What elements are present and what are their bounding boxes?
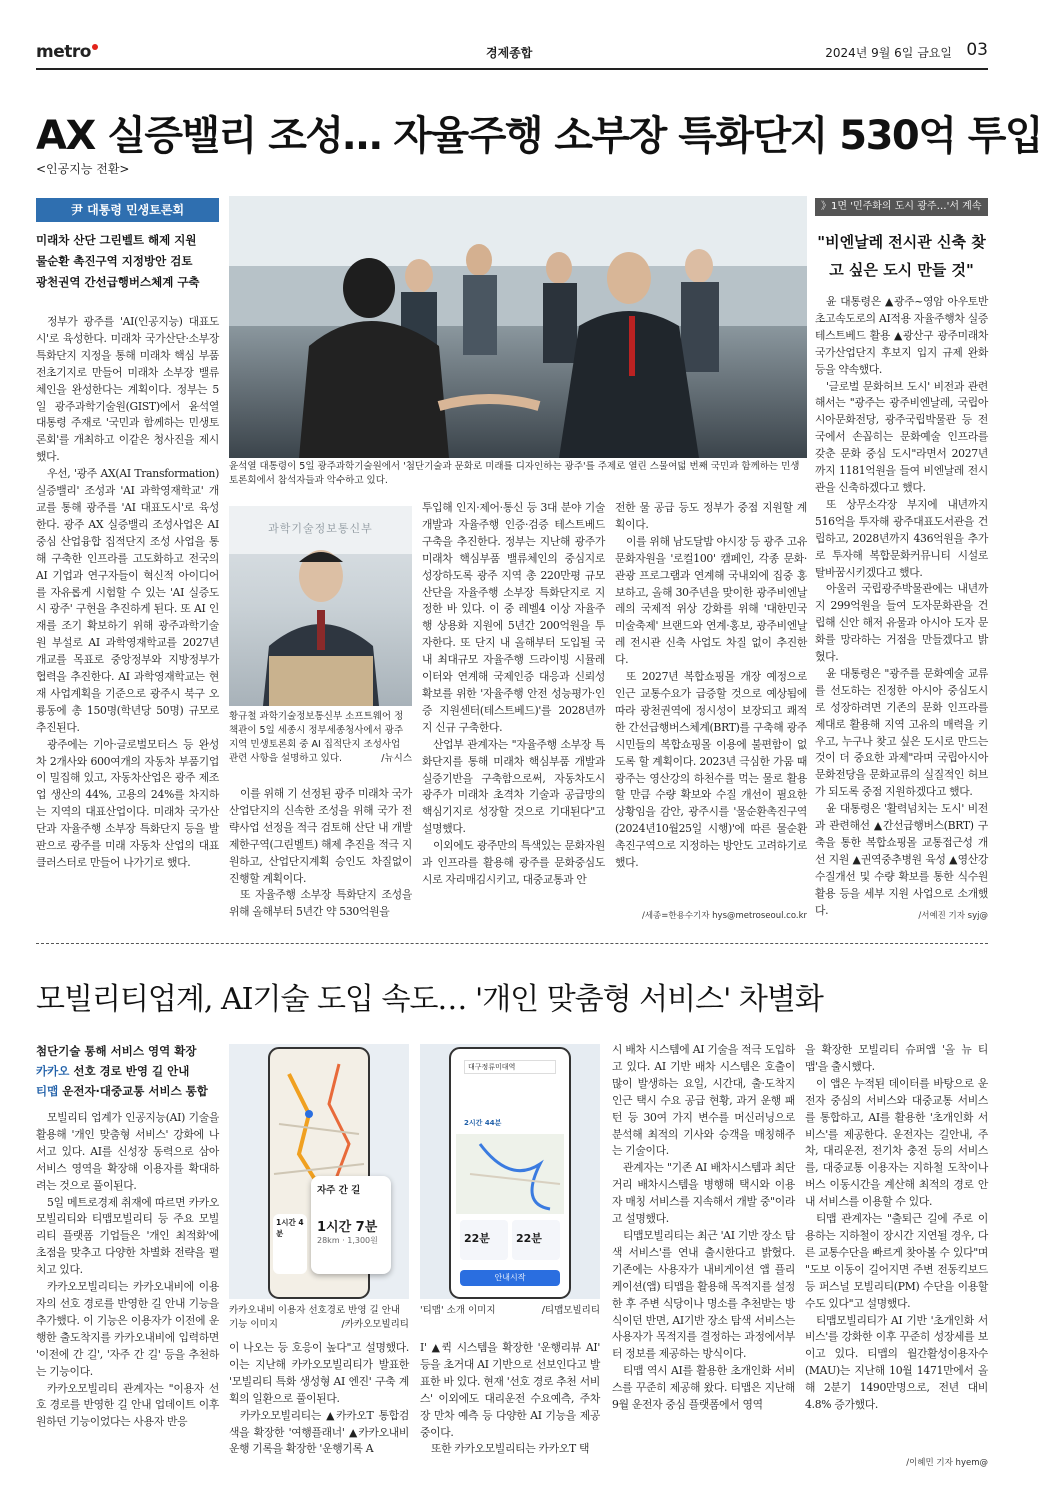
paragraph: 우선, '광주 AX(AI Transformation) 실증밸리' 조성과 'AI 과학영재학교' 개교를 통해 광주를 'AI 대표도시'로 육성한다. 광주 AX 실증밸리 조성사업은 AI 중심 산업융합 집적단지 조성 사업을 통해 구축한 인프라를 고도화하고 전국의 AI 기업과 연구자들이 혁신적 아이디어를 자유롭게 시험할 수 있는 'AI 실증도시 광주' 구현을 추진하게 된다. 또 AI 인재를 조기 확보하기 위해 광주과학기술원 부설로 AI 과학영재학교를 2027년 개교를 목표로 중앙정부와 지방정부가 협력을 추진한다. AI 과학영재학교는 현재 사업계획을 기준으로 광주시 북구 오룡동에 총 150명(학년당 50명) 규모로 추진된다. [36,467,219,734]
page-number: 03 [966,40,988,60]
caption-text: 카카오내비 이용자 선호경로 반영 길 안내 기능 이미지 [229,1305,401,1330]
paragraph: 또한 카카오모빌리티는 카카오T 택 [431,1442,590,1456]
paragraph: 티맵모빌리티는 최근 'AI 기반 장소 탐색 서비스'를 연내 출시한다고 밝혔다. 기존에는 사용자가 내비게이션 앱 플리케이션(앱) 티맵을 활용해 목적지를 설정한 후 주변 식당이나 명소를 추천받는 방식이던 반면, AI기반 장소 탐색 서비스는 사용자가 목적지를 결정하는 과정에서부터 정보를 제공하는 방식이다. [612,1228,795,1361]
official-portrait-illustration [229,506,412,706]
tmap-screenshot [420,1044,600,1299]
paragraph: '글로벌 문화허브 도시' 비전과 관련해서는 "광주는 광주비엔날레, 국립아시아문화전당, 광주국립박물관 등 전국에서 손꼽히는 문화예술 인프라를 갖춘 문화 중심 도시"라면서 2027년까지 1181억원을 들여 비엔날레 전시관을 신축하겠다고 했다. [815,379,988,494]
event-tag: 尹 대통령 민생토론회 [36,198,219,222]
article2-column-2 [229,1340,409,1470]
subhead-line [36,1081,219,1101]
paragraph: 윤 대통령은 "광주를 문화예술 교류를 선도하는 진정한 아시아 중심도시로 성장하려면 기존의 문화 인프라를 제대로 활용해 지역 고유의 매력을 키우고, 누구나 찾고 싶은 도시로 만드는 것이 더 중요한 과제"라며 국립아시아문화전당을 문화교류의 실질적인 허브가 되도록 중점 지원하겠다고 했다. [815,666,988,799]
article1-column-3 [422,500,605,924]
subhead-line [36,1041,219,1061]
paragraph: 전한 물 공급 등도 정부가 중점 지원할 계획이다. [615,501,807,531]
article2-headline[interactable]: 모빌리티업계, AI기술 도입 속도… '개인 맞춤형 서비스' 차별화 [36,982,823,1017]
paragraph: 카카오모빌리티는 카카오내비에 이용자의 선호 경로를 반영한 길 안내 기능을 추가했다. 이 기능은 이용자가 이전에 운행한 출도착지를 카카오내비에 입력하면 '이전에 간 길', '자주 간 길' 등을 추천하는 기능이다. [36,1280,219,1378]
logo-text: metro [36,42,91,62]
subhead-line [36,1061,219,1081]
subhead-line: 광천권역 간선급행버스체계 구축 [36,275,200,289]
article1-kicker: <인공지능 전환> [36,162,130,176]
article2-column-3 [420,1340,600,1470]
kakao-navi-screenshot [229,1044,409,1299]
paragraph: 이외에도 광주만의 특색있는 문화자원과 인프라를 활용해 광주를 문화중심도시로 자리매김시키고, 대중교통과 안 [422,839,605,886]
paragraph: 또 2027년 복합쇼핑몰 개장 예정으로 인근 교통수요가 급증할 것으로 예상됨에 따라 광천권역에 정시성이 보장되고 쾌적한 간선급행버스체계(BRT)를 구축해 광주시민들의 복합쇼핑몰 이용에 불편함이 없도록 할 계획이다. 2023년 극심한 가뭄 때 광주는 영산강의 하천수를 먹는 물로 활용할 만큼 수량 확보와 수질 개선이 필요한 상황임을 감안, 광주시를 '물순환촉진구역(2024년10월25일 시행)'에 따른 물순환 촉진구역으로 지정하는 방안도 고려하기로 했다. [615,670,807,870]
handshake-photo-illustration [229,196,807,458]
paragraph: 관계자는 "기존 AI 배차시스템과 최단거리 배차시스템을 병행해 택시와 이용자 매칭 서비스를 지속해서 개발 중"이라고 설명했다. [612,1161,795,1226]
sidebar-byline: /서예진 기자 syj@ [918,911,988,921]
paragraph: 산업부 관계자는 "자율주행 소부장 특화단지를 통해 미래차 핵심부품 개발과 실증기반을 구축함으로써, 자동차도시 광주가 미래차 초격차 기술과 공급망의 핵심기지로 성장할 것으로 기대된다"고 설명했다. [422,737,605,836]
paragraph: 이 나오는 등 호응이 높다"고 설명했다. 이는 지난해 카카오모빌리티가 발표한 '모빌리티 특화 생성형 AI 엔진' 구축 계획의 일환으로 풀이된다. [229,1341,409,1405]
subhead-text: 첨단기술 통해 서비스 영역 확장 [36,1044,197,1058]
subhead-line: 물순환 촉진구역 지정방안 검토 [36,254,193,268]
paragraph: 윤 대통령은 ▲광주~영암 아우토반 초고속도로의 AI적용 자율주행차 실증 테스트베드 활용 ▲광산구 광주미래차 국가산업단지 후보지 입지 규제 완화 등을 약속했다. [815,295,988,376]
section-name: 경제종합 [486,46,533,60]
paragraph: 5일 메트로경제 취재에 따르면 카카오모빌리티와 티맵모빌리티 등 주요 모빌리티 플랫폼 기업들은 '개인 최적화'에 초점을 맞추고 다양한 차별화 전략을 펼치고 있다. [36,1195,219,1277]
paragraph: 광주에는 기아·글로벌모터스 등 완성차 2개사와 600여개의 자동차 부품기업이 밀집해 있고, 자동차산업은 광주 제조업 생산의 44%, 고용의 24%를 차지하는 지역의 대표산업이다. 미래차 국가산단과 자율주행 소부장 특화단지 등을 발판으로 광주를 미래 자동차 산업의 대표 클러스터로 만들어 나가기로 했다. [36,737,219,869]
photo-credit: /카카오모빌리티 [341,1319,409,1330]
tmap-photo-caption [420,1304,600,1318]
paragraph: 또 자율주행 소부장 특화단지 조성을 위해 올해부터 5년간 약 530억원을 [229,888,412,919]
route-time: 1시간 7분 [317,1220,378,1235]
caption-text: 황규철 과학기술정보통신부 소프트웨어 정책관이 5일 세종시 정부세종청사에서 광주지역 민생토론회 중 AI 집적단지 조성사업 관련 사항을 설명하고 있다. [229,711,404,764]
article1-byline: /세종=한용수기자 hys@metroseoul.co.kr [641,911,807,921]
route-card-title: 자주 간 길 [317,1185,361,1196]
paragraph: 정부가 광주를 'AI(인공지능) 대표도시'로 육성한다. 미래차 국가산단·소부장 특화단지 지정을 통해 미래차 핵심 부품 전초기지로 만들어 미래차 소부장 밸류체인을 완성한다는 계획이다. 정부는 5일 광주과학기술원(GIST)에서 윤석열 대통령 주재로 '국민과 함께하는 민생토론회'를 개최하고 이같은 청사진을 제시했다. [36,315,219,464]
subhead-line: 미래차 산단 그린벨트 해제 지원 [36,233,197,247]
paragraph: 윤 대통령은 '활력넘치는 도시' 비전과 관련해선 ▲간선급행버스(BRT) 구축을 통한 복합쇼핑몰 교통접근성 개선 지원 ▲권역중추병원 육성 ▲영산강 수질개선 및 수량 확보를 통한 식수원 활용 등을 세부 지원 사업으로 소개했다. [815,802,988,917]
subhead-text: 운전자·대중교통 서비스 통합 [58,1084,208,1098]
caption-text: '티맵' 소개 이미지 [420,1305,496,1316]
paragraph: 티맵모빌리티가 AI 기반 '초개인화 서비스'를 강화한 이후 꾸준히 성장세를 보이고 있다. 티맵의 월간활성이용자수(MAU)는 지난해 10월 1471만에서 올해 2분기 1490만명으로, 전년 대비 4.8% 증가했다. [805,1313,988,1412]
paragraph: 을 확장한 모빌리티 슈퍼앱 '올 뉴 티맵'을 출시했다. [805,1043,988,1073]
subhead-accent: 카카오 [36,1064,70,1078]
alt-route-card[interactable] [273,1214,307,1274]
main-photo-caption: 윤석열 대통령이 5일 광주과학기술원에서 '첨단기술과 문화로 미래를 디자인하는 광주'를 주제로 열린 스물여덟 번째 국민과 함께하는 민생토론회에서 참석자들과 악수하고 있다. [229,461,800,486]
subhead-text: 선호 경로 반영 길 안내 [69,1064,190,1078]
paragraph: 카카오모빌리티는 ▲카카오T 통합검색을 확장한 '여행플래너' ▲카카오내비 운행 기록을 확장한 '운행기록 A [229,1408,409,1456]
masthead [36,40,988,70]
paragraph: 또 상무소각장 부지에 내년까지 516억을 투자해 광주대표도서관을 건립하고, 2028년까지 436억원을 추가로 투자해 복합문화커뮤니티 시설로 탈바꿈시키겠다고 했다. [815,497,988,579]
article1-subheads [36,230,219,293]
paragraph: 카카오모빌리티 관계자는 "이용자 선호 경로를 반영한 길 안내 업데이트 이후 원하던 기능이었다는 사용자 반응 [36,1381,219,1429]
issue-date: 2024년 9월 6일 금요일 [825,46,952,60]
section-divider [36,943,988,944]
kakao-photo-caption [229,1304,409,1332]
paragraph: 모빌리티 업계가 인공지능(AI) 기술을 활용해 '개인 맞춤형 서비스' 강화에 나서고 있다. AI를 신성장 동력으로 삼아 서비스 영역을 확장해 이용자를 확대하려는 것으로 풀이된다. [36,1111,219,1192]
article2-column-1 [36,1110,219,1470]
search-field[interactable]: 대구정류미대역 [464,1060,556,1074]
map-illustration [420,1044,600,1299]
ministry-sign: 과학기술정보통신부 [268,522,373,535]
subhead-accent: 티맵 [36,1084,59,1098]
paragraph: 이를 위해 기 선정된 광주 미래차 국가산업단지의 신속한 조성을 위해 국가 전략사업 선정을 적극 검토해 산단 내 개발제한구역(그린벨트) 해제 추진을 적극 지원하고, 산업단지계획 승인도 차질없이 진행할 계획이다. [229,787,412,885]
logo-dot-icon [92,44,98,50]
continued-reference[interactable]: 》1면 '민주화의 도시 광주…'서 계속 [815,198,988,216]
paragraph: 티맵 관계자는 "출퇴근 길에 주로 이용하는 지하철이 장시간 지연될 경우, 다른 교통수단을 빠르게 찾아볼 수 있다"며 "도보 이동이 길어지면 주변 전동킥보드 등 퍼스널 모빌리티(PM) 수단을 이용할 수도 있다"고 설명했다. [805,1212,988,1310]
article1-headline[interactable]: AX 실증밸리 조성… 자율주행 소부장 특화단지 530억 투입 [36,113,1042,159]
paragraph: 이를 위해 남도달밤 야시장 등 광주 고유 문화자원을 '로컬100' 캠페인, 각종 문화·관광 프로그램과 연계해 국내외에 집중 홍보하고, 올해 30주년을 맞이한 광주비엔날레의 국제적 위상 강화를 위해 '대한민국 미술축제' 브랜드와 연계·홍보, 광주비엔날레 전시관 신축 사업도 차질 없이 추진한다. [615,534,807,667]
official-photo [229,506,412,706]
paragraph: 이 앱은 누적된 데이터를 바탕으로 운전자 중심의 서비스와 대중교통 서비스를 통합하고, AI를 활용한 '초개인화 서비스'를 제공한다. 운전자는 길안내, 주차, 대리운전, 전기차 충전 등의 서비스를, 대중교통 이용자는 지하철 도착이나 버스 이동시간을 계산해 최적의 경로 안내 서비스를 이용할 수 있다. [805,1076,988,1209]
paragraph: 투입해 인지·제어·통신 등 3대 분야 기술개발과 자율주행 인증·검증 테스트베드 구축을 추진한다. 정부는 지난해 광주가 미래차 핵심부품 밸류체인의 중심지로 성장하도록 광주 지역 총 220만평 규모 산단을 자율주행 소부장 특화단지로 지정한 바 있다. 이 중 레벨4 이상 자율주행 상용화 지원에 5년간 200억원을 투자한다. 또 단지 내 올해부터 도입될 국내 최대규모 자율주행 드라이빙 시뮬레이터와 연계해 국제인증 대응과 신뢰성 확보를 위한 '자율주행 안전 성능평가·인증 지원센터(테스트베드)'를 2028년까지 신규 구축한다. [422,501,605,734]
logo[interactable] [36,42,98,62]
paragraph: 티맵 역시 AI를 활용한 초개인화 서비스를 꾸준히 제공해 왔다. 티맵은 지난해 9월 운전자 중심 플랫폼에서 영역 [612,1364,795,1412]
route-card[interactable] [311,1176,391,1274]
article2-subheads [36,1041,219,1101]
route-meta: 28km · 1,300원 [317,1236,378,1245]
article1-column-2 [229,786,412,926]
start-guide-button[interactable]: 안내시작 [460,1270,560,1286]
photo-credit: /티맵모빌리티 [541,1305,600,1316]
transit-option-2[interactable]: 22분 [512,1220,560,1260]
photo-credit: /뉴시스 [381,753,412,764]
paragraph: 아울러 국립광주박물관에는 내년까지 299억원을 들여 도자문화관을 건립해 신안 해저 유물과 아시아 도자 문화를 망라하는 거점을 만들겠다고 밝혔다. [815,582,988,664]
route-summary: 2시간 44분 [464,1119,502,1127]
paragraph: I' ▲퀵 시스템을 확장한 '운행리뷰 AI' 등을 초거대 AI 기반으로 선보인다고 발표한 바 있다. 현재 '선호 경로 추천 서비스' 이외에도 대리운전 수요예측, 주차장 만차 예측 등 다양한 AI 기능을 제공 중이다. [420,1341,600,1439]
article2-column-5 [805,1042,988,1452]
official-photo-caption [229,710,412,766]
paragraph: 시 배차 시스템에 AI 기술을 적극 도입하고 있다. AI 기반 배차 시스템은 호출이 많이 발생하는 요일, 시간대, 출·도착지 인근 택시 수요 공급 현황, 과거 운행 패턴 등 30여 가지 변수를 머신러닝으로 분석해 최적의 기사와 승객을 매칭해주는 기술이다. [612,1043,795,1158]
transit-option-1[interactable]: 22분 [460,1220,508,1260]
article2-column-4 [612,1042,795,1470]
sidebar-quote-title: "비엔날레 전시관 신축 찾고 싶은 도시 만들 것" [817,233,986,279]
article2-byline: /이혜민 기자 hyem@ [906,1458,988,1468]
main-photo [229,196,807,458]
article1-column-1 [36,314,219,924]
alt-route-time: 1시간 4분 [276,1218,304,1238]
article1-column-4 [615,500,807,908]
